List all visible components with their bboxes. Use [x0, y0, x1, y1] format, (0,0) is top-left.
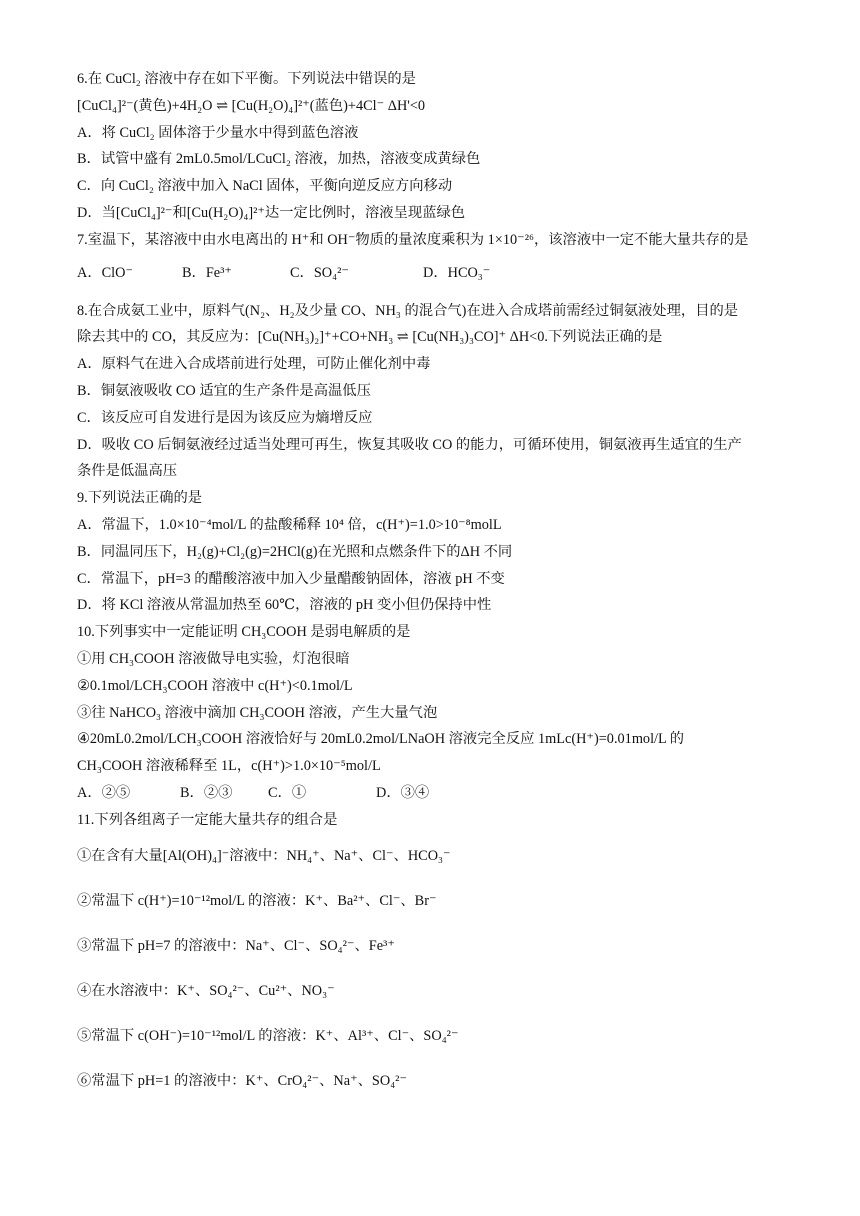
ion-group-5: ⑤常温下 c(OH⁻)=10⁻¹²mol/L 的溶液：K⁺、Al³⁺、Cl⁻、SO₄²⁻ [77, 1027, 459, 1044]
question-stem: 11.下列各组离子一定能大量共存的组合是 [77, 811, 338, 828]
question-stem-line-1: 8.在合成氨工业中，原料气(N₂、H₂及少量 CO、NH₃ 的混合气)在进入合成塔前需经过铜氨液处理，目的是 [77, 302, 739, 319]
option-a: A．常温下，1.0×10⁻⁴mol/L 的盐酸稀释 10⁴ 倍，c(H⁺)=1.0>10⁻⁸molL [77, 516, 502, 533]
option-c: C．该反应可自发进行是因为该反应为熵增反应 [77, 409, 373, 426]
ion-group-4: ④在水溶液中：K⁺、SO₄²⁻、Cu²⁺、NO₃⁻ [77, 982, 335, 999]
question-stem-line-2: 除去其中的 CO，其反应为：[Cu(NH₃)₂]⁺+CO+NH₃ ⇌ [Cu(NH₃)₃CO]⁺ ΔH<0.下列说法正确的是 [77, 329, 663, 346]
option-d: D．将 KCl 溶液从常温加热至 60℃，溶液的 pH 变小但仍保持中性 [77, 597, 492, 614]
option-b: B．同温同压下，H₂(g)+Cl₂(g)=2HCl(g)在光照和点燃条件下的ΔH 不同 [77, 543, 513, 560]
question-10 [77, 619, 792, 807]
question-9 [77, 485, 792, 619]
statement-1: ①用 CH₃COOH 溶液做导电实验，灯泡很暗 [77, 650, 350, 667]
ion-group-3: ③常温下 pH=7 的溶液中：Na⁺、Cl⁻、SO₄²⁻、Fe³⁺ [77, 937, 395, 954]
option-c: C．SO₄²⁻ [290, 264, 349, 281]
question-stem: 6.在 CuCl₂ 溶液中存在如下平衡。下列说法中错误的是 [77, 71, 416, 87]
ion-group-2: ②常温下 c(H⁺)=10⁻¹²mol/L 的溶液：K⁺、Ba²⁺、Cl⁻、Br⁻ [77, 892, 437, 909]
option-a: A．原料气在进入合成塔前进行处理，可防止催化剂中毒 [77, 356, 431, 373]
option-d: D．吸收 CO 后铜氨液经过适当处理可再生，恢复其吸收 CO 的能力，可循环使用，铜氨液再生适宜的生产 [77, 436, 742, 453]
exam-page [77, 66, 792, 1104]
option-b: B．Fe³⁺ [182, 264, 232, 281]
option-d: D．③④ [376, 784, 430, 801]
question-8 [77, 298, 792, 486]
ion-group-1: ①在含有大量[Al(OH)₄]⁻溶液中：NH₄⁺、Na⁺、Cl⁻、HCO₃⁻ [77, 847, 451, 864]
option-a: A．②⑤ [77, 784, 131, 801]
statement-4: ④20mL0.2mol/LCH₃COOH 溶液恰好与 20mL0.2mol/LNaOH 溶液完全反应 1mLc(H⁺)=0.01mol/L 的 [77, 731, 685, 748]
question-stem: 7.室温下，某溶液中由水电离出的 H⁺和 OH⁻物质的量浓度乘积为 1×10⁻²⁶，该溶液中一定不能大量共存的是 [77, 231, 749, 248]
option-d-continued: 条件是低温高压 [77, 463, 178, 480]
option-d: D．当[CuCl₄]²⁻和[Cu(H₂O)₄]²⁺达一定比例时，溶液呈现蓝绿色 [77, 204, 466, 221]
question-stem: 9.下列说法正确的是 [77, 490, 203, 507]
statement-2: ②0.1mol/LCH₃COOH 溶液中 c(H⁺)<0.1mol/L [77, 677, 353, 694]
option-d: D．HCO₃⁻ [423, 264, 491, 281]
option-a: A．将 CuCl₂ 固体溶于少量水中得到蓝色溶液 [77, 124, 359, 141]
option-c: C．常温下，pH=3 的醋酸溶液中加入少量醋酸钠固体，溶液 pH 不变 [77, 570, 505, 587]
question-stem: 10.下列事实中一定能证明 CH₃COOH 是弱电解质的是 [77, 624, 411, 641]
question-7 [77, 227, 792, 292]
options-row [77, 780, 792, 807]
option-c: C．向 CuCl₂ 溶液中加入 NaCl 固体，平衡向逆反应方向移动 [77, 178, 453, 195]
ion-group-6: ⑥常温下 pH=1 的溶液中：K⁺、CrO₄²⁻、Na⁺、SO₄²⁻ [77, 1072, 408, 1089]
statement-4-continued: CH₃COOH 溶液稀释至 1L，c(H⁺)>1.0×10⁻⁵mol/L [77, 758, 381, 775]
statement-3: ③往 NaHCO₃ 溶液中滴加 CH₃COOH 溶液，产生大量气泡 [77, 704, 438, 721]
options-row [77, 254, 792, 292]
option-b: B．铜氨液吸收 CO 适宜的生产条件是高温低压 [77, 382, 371, 399]
question-11 [77, 807, 792, 1104]
option-c: C．① [268, 784, 307, 801]
option-b: B．②③ [180, 784, 233, 801]
equilibrium-equation: [CuCl₄]²⁻(黄色)+4H₂O ⇌ [Cu(H₂O)₄]²⁺(蓝色)+4Cl⁻ ΔH'<0 [77, 97, 426, 114]
option-b: B．试管中盛有 2mL0.5mol/LCuCl₂ 溶液，加热，溶液变成黄绿色 [77, 151, 481, 168]
option-a: A．ClO⁻ [77, 264, 134, 281]
question-6 [77, 66, 792, 227]
